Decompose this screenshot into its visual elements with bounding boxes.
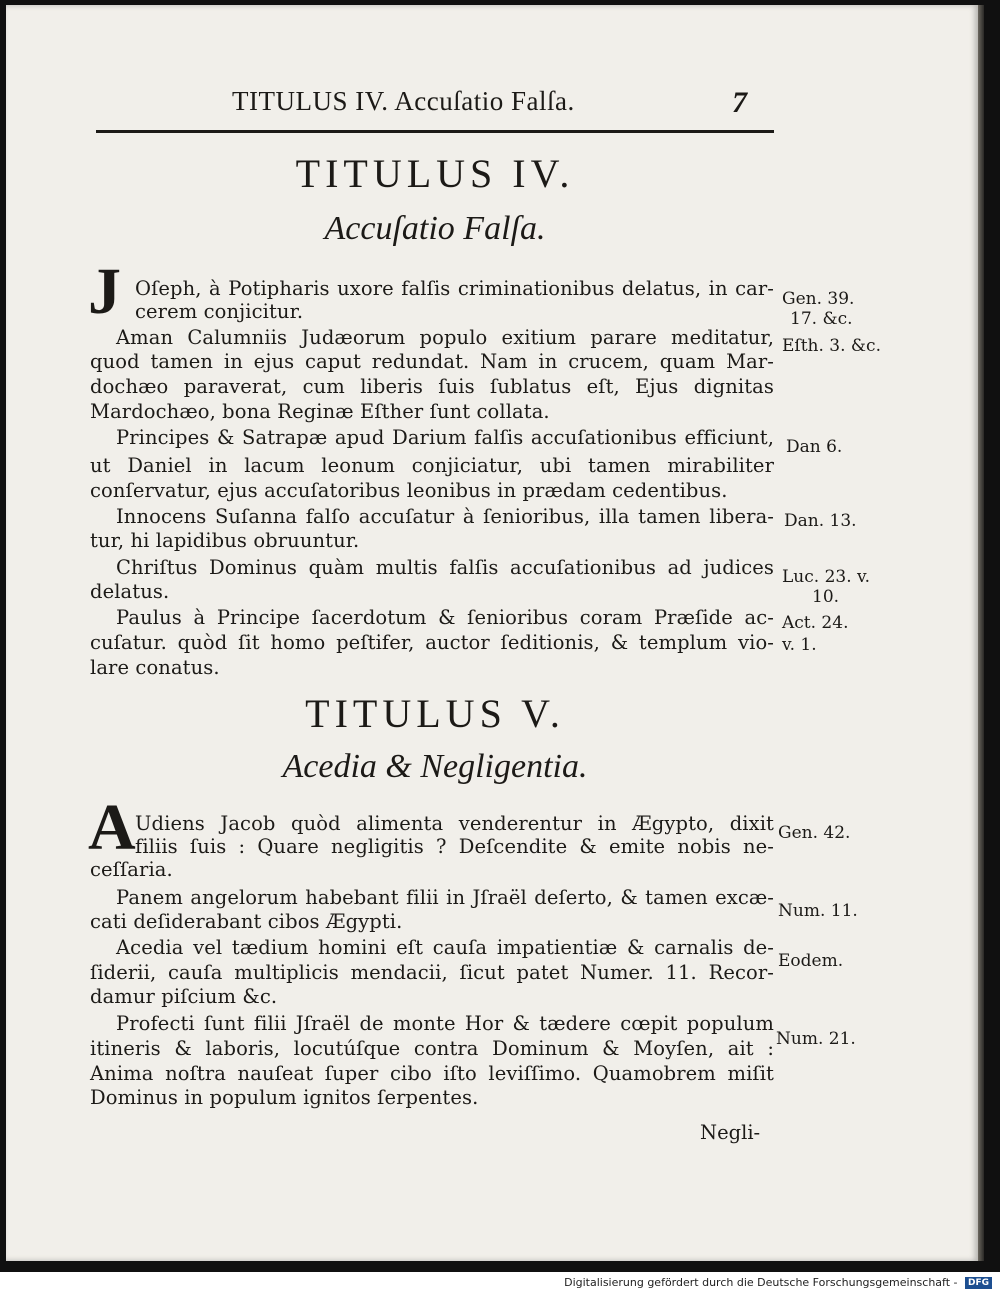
- digitization-credit: [564, 1276, 992, 1289]
- text-line: cerem conjicitur.: [135, 300, 304, 323]
- text-line: dochæo paraverat, cum liberis ſuis ſublatus eſt, Ejus dignitas: [90, 375, 774, 398]
- text-line: Acedia vel tædium homini eſt cauſa impatientiæ & carnalis de-: [116, 936, 774, 959]
- text-line: itineris & laboris, locutúſque contra Dominum & Moyſen, ait :: [90, 1037, 774, 1060]
- text-line: conſervatur, ejus accuſatoribus leonibus in prædam cedentibus.: [90, 479, 728, 502]
- margin-note: Eodem.: [778, 951, 844, 971]
- text-line: Chriſtus Dominus quàm multis falſis accuſationibus ad judices: [116, 556, 774, 579]
- margin-note: Num. 21.: [776, 1029, 856, 1049]
- margin-note: Dan. 13.: [784, 511, 857, 531]
- page-edge: [978, 5, 984, 1261]
- running-title: TITULUS IV. Accuſatio Falſa.: [232, 86, 575, 116]
- margin-note: 17. &c.: [790, 309, 853, 329]
- text-line: Profecti ſunt filii Jſraël de monte Hor & tædere cœpit populum: [116, 1012, 774, 1035]
- text-line: Principes & Satrapæ apud Darium falſis accuſationibus efficiunt,: [116, 426, 774, 449]
- text-line: delatus.: [90, 580, 170, 603]
- margin-note: Num. 11.: [778, 901, 858, 921]
- text-line: Paulus à Principe ſacerdotum & ſenioribus coram Præſide ac-: [116, 606, 774, 629]
- dfg-logo-icon: DFG: [965, 1277, 992, 1289]
- credit-text: Digitalisierung gefördert durch die Deutsche Forschungsgemeinschaft -: [564, 1276, 958, 1289]
- margin-note: v. 1.: [782, 635, 817, 655]
- section-title-iv: TITULUS IV.: [295, 151, 575, 196]
- text-line: quod tamen in ejus caput redundat. Nam in crucem, quam Mar-: [90, 350, 774, 373]
- margin-note: Dan 6.: [786, 437, 843, 457]
- header-rule: [96, 130, 774, 133]
- text-line: ceſſaria.: [90, 858, 173, 881]
- text-line: damur piſcium &c.: [90, 985, 278, 1008]
- text-line: ſiderii, cauſa multiplicis mendacii, ſicut patet Numer. 11. Recor-: [90, 961, 774, 984]
- text-line: Oſeph, à Potipharis uxore falſis criminationibus delatus, in car-: [135, 277, 774, 300]
- text-line: Udiens Jacob quòd alimenta venderentur in Ægypto, dixit: [135, 812, 774, 835]
- section-subtitle-iv: Accuſatio Falſa.: [324, 210, 546, 247]
- margin-note: Gen. 42.: [778, 823, 851, 843]
- margin-note: Gen. 39.: [782, 289, 855, 309]
- text-line: Anima noſtra nauſeat ſuper cibo iſto leviſſimo. Quamobrem miſit: [90, 1062, 774, 1085]
- text-line: cuſatur. quòd ſit homo peſtifer, auctor ſeditionis, & templum vio-: [90, 631, 774, 654]
- text-line: Mardochæo, bona Reginæ Eſther ſunt collata.: [90, 400, 550, 423]
- section-title-v: TITULUS V.: [305, 691, 565, 736]
- page-number: 7: [732, 86, 747, 119]
- text-line: cati deſiderabant cibos Ægypti.: [90, 910, 403, 933]
- text-line: Dominus in populum ignitos ſerpentes.: [90, 1086, 479, 1109]
- text-line: Panem angelorum habebant filii in Jſraël deſerto, & tamen excæ-: [116, 886, 774, 909]
- text-line: ut Daniel in lacum leonum conjiciatur, ubi tamen mirabiliter: [90, 454, 774, 477]
- catchword: Negli-: [700, 1121, 761, 1144]
- text-line: lare conatus.: [90, 656, 220, 679]
- text-line: tur, hi lapidibus obruuntur.: [90, 529, 360, 552]
- drop-cap-j: J: [88, 255, 121, 328]
- margin-note: Luc. 23. v.: [782, 567, 870, 587]
- text-line: Aman Calumniis Judæorum populo exitium parare meditatur,: [116, 326, 774, 349]
- text-line: Innocens Suſanna falſo accuſatur à ſenioribus, illa tamen libera-: [116, 505, 774, 528]
- section-subtitle-v: Acedia & Negligentia.: [282, 748, 588, 785]
- margin-note: 10.: [812, 587, 840, 607]
- margin-note: Eſth. 3. &c.: [782, 336, 881, 356]
- drop-cap-a: A: [88, 791, 136, 864]
- margin-note: Act. 24.: [782, 613, 849, 633]
- text-line: filiis ſuis : Quare negligitis ? Deſcendite & emite nobis ne-: [135, 835, 774, 858]
